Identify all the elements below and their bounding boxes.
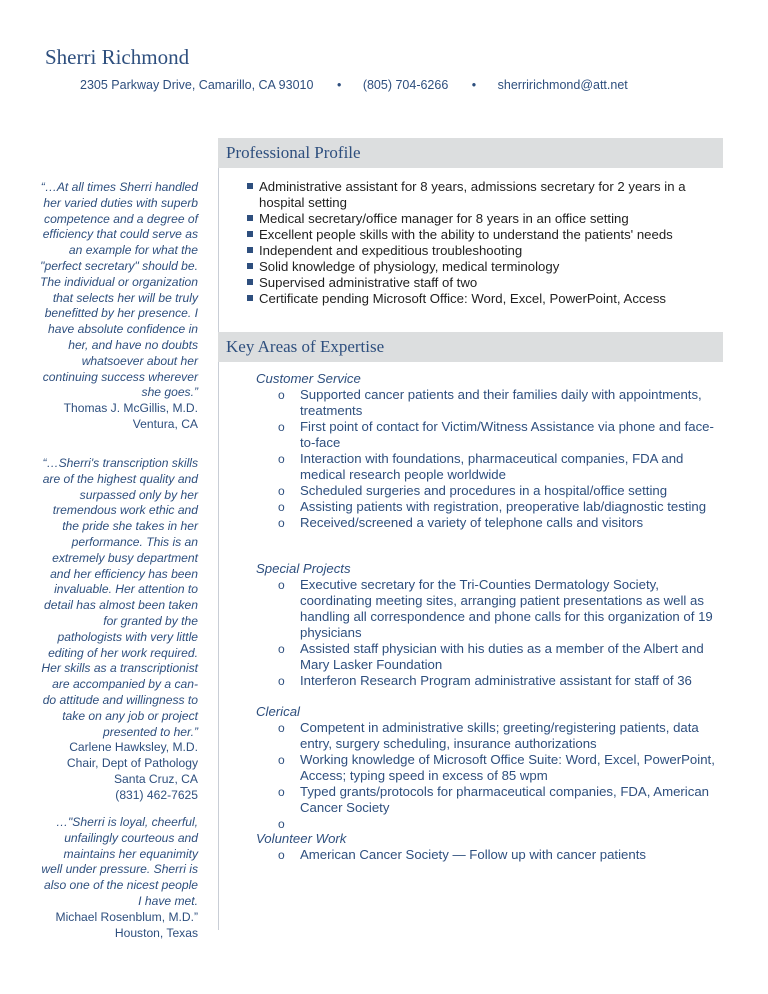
- square-bullet-icon: [247, 183, 253, 189]
- category-title: Special Projects: [256, 561, 351, 576]
- testimonial-rosenblum: [40, 815, 198, 941]
- address: 2305 Parkway Drive, Camarillo, CA 93010: [80, 78, 314, 92]
- list-item: o Working knowledge of Microsoft Office Suite: Word, Excel, PowerPoint, Access; typing speed in excess of 85 wpm: [278, 752, 715, 783]
- contact-line: [80, 78, 628, 92]
- circle-bullet-icon: o: [278, 452, 285, 466]
- profile-item: Independent and expeditious troubleshooting: [243, 243, 723, 259]
- list-item: o Typed grants/protocols for pharmaceutical companies, FDA, American Cancer Society: [278, 784, 709, 815]
- circle-bullet-icon: o: [278, 753, 285, 767]
- list-item: o Interferon Research Program administrative assistant for staff of 36: [278, 673, 692, 688]
- category-title: Volunteer Work: [256, 831, 347, 846]
- profile-item: Certificate pending Microsoft Office: Word, Excel, PowerPoint, Access: [243, 291, 723, 307]
- list-item: o Competent in administrative skills; greeting/registering patients, data entry, surgery scheduling, insurance authorizations: [278, 720, 699, 751]
- profile-item: Administrative assistant for 8 years, admissions secretary for 2 years in a hospital setting: [243, 179, 723, 211]
- expertise-customer-service: [256, 371, 721, 531]
- square-bullet-icon: [247, 215, 253, 221]
- circle-bullet-icon: o: [278, 420, 285, 434]
- email-link[interactable]: sherririchmond@att.net: [497, 78, 628, 92]
- profile-item: Excellent people skills with the ability to understand the patients' needs: [243, 227, 723, 243]
- section-heading-expertise: Key Areas of Expertise: [218, 332, 723, 362]
- list-item: o Interaction with foundations, pharmaceutical companies, FDA and medical research people worldwide: [278, 451, 684, 482]
- list-item: o Supported cancer patients and their families daily with appointments, treatments: [278, 387, 702, 418]
- profile-item: Supervised administrative staff of two: [243, 275, 723, 291]
- square-bullet-icon: [247, 263, 253, 269]
- list-item: o American Cancer Society — Follow up with cancer patients: [278, 847, 646, 862]
- testimonial-author: Carlene Hawksley, M.D.: [69, 740, 198, 755]
- testimonial-title: Chair, Dept of Pathology: [66, 756, 198, 771]
- testimonial-location: Ventura, CA: [132, 416, 198, 431]
- list-item: [256, 816, 721, 832]
- circle-bullet-icon: o: [278, 500, 285, 514]
- separator-dot: •: [336, 78, 342, 92]
- testimonial-quote: “…At all times Sherri handled her varied duties with superb competence and a degree of efficiency that could serve as an example for what the "perfect secretary" should be. The individual or organization that selects her will be truly benefitted by her presence. I have absolute confidence in her, and have no doubts whatsoever about her continuing success wherever she goes.”: [40, 180, 198, 400]
- separator-dot: •: [471, 78, 477, 92]
- testimonial-location: Houston, Texas: [114, 925, 198, 940]
- profile-item: Medical secretary/office manager for 8 years in an office setting: [243, 211, 723, 227]
- testimonial-author: Michael Rosenblum, M.D.”: [55, 909, 198, 924]
- testimonial-quote: …"Sherri is loyal, cheerful, unfailingly courteous and maintains her equanimity well under pressure. Sherri is also one of the nicest people I have met.: [41, 815, 198, 908]
- applicant-name: Sherri Richmond: [45, 45, 190, 69]
- expertise-clerical: [256, 704, 721, 832]
- expertise-volunteer: [256, 831, 721, 863]
- list-item: o Assisting patients with registration, preoperative lab/diagnostic testing: [278, 499, 707, 514]
- circle-bullet-icon: o: [278, 516, 285, 530]
- circle-bullet-icon: o: [278, 674, 285, 688]
- circle-bullet-icon: o: [278, 388, 285, 402]
- testimonial-hawksley: [40, 456, 198, 804]
- list-item: o First point of contact for Victim/Witness Assistance via phone and face-to-face: [278, 419, 714, 450]
- circle-bullet-icon: o: [278, 785, 285, 799]
- list-item: o Assisted staff physician with his duties as a member of the Albert and Mary Lasker Foundation: [278, 641, 704, 672]
- category-title: Clerical: [256, 704, 300, 719]
- expertise-special-projects: [256, 561, 721, 689]
- phone: (805) 704-6266: [362, 78, 449, 92]
- column-divider: [218, 165, 219, 930]
- category-title: Customer Service: [256, 371, 361, 386]
- list-item: o Executive secretary for the Tri-Counties Dermatology Society, coordinating meeting sites, arranging patient presentations as well as handling all correspondence and phone calls for this organization of 19 physicians: [278, 577, 713, 640]
- section-heading-profile: Professional Profile: [218, 138, 723, 168]
- testimonial-mcgillis: [40, 180, 198, 433]
- square-bullet-icon: [247, 231, 253, 237]
- profile-list: [243, 179, 723, 307]
- square-bullet-icon: [247, 279, 253, 285]
- testimonial-location: Santa Cruz, CA: [113, 771, 198, 786]
- profile-item: Solid knowledge of physiology, medical terminology: [243, 259, 723, 275]
- circle-bullet-icon: o: [278, 484, 285, 498]
- testimonial-phone: (831) 462-7625: [115, 787, 198, 802]
- square-bullet-icon: [247, 295, 253, 301]
- circle-bullet-icon: o: [278, 578, 285, 592]
- list-item: o Scheduled surgeries and procedures in a hospital/office setting: [278, 483, 668, 498]
- square-bullet-icon: [247, 247, 253, 253]
- list-item: o Received/screened a variety of telephone calls and visitors: [278, 515, 644, 530]
- circle-bullet-icon: o: [278, 642, 285, 656]
- testimonial-author: Thomas J. McGillis, M.D.: [63, 401, 198, 416]
- circle-bullet-icon: o: [278, 721, 285, 735]
- circle-bullet-icon: o: [278, 817, 285, 831]
- testimonial-quote: “…Sherri's transcription skills are of the highest quality and surpassed only by her tremendous work ethic and the pride she takes in her performance. This is an extremely busy department and her efficiency has been invaluable. Her attention to detail has almost been taken for granted by the pathologists with very little editing of her work required. Her skills as a transcriptionist are accompanied by a can-do attitude and willingness to take on any job or project presented to her.”: [41, 456, 198, 739]
- circle-bullet-icon: o: [278, 848, 285, 862]
